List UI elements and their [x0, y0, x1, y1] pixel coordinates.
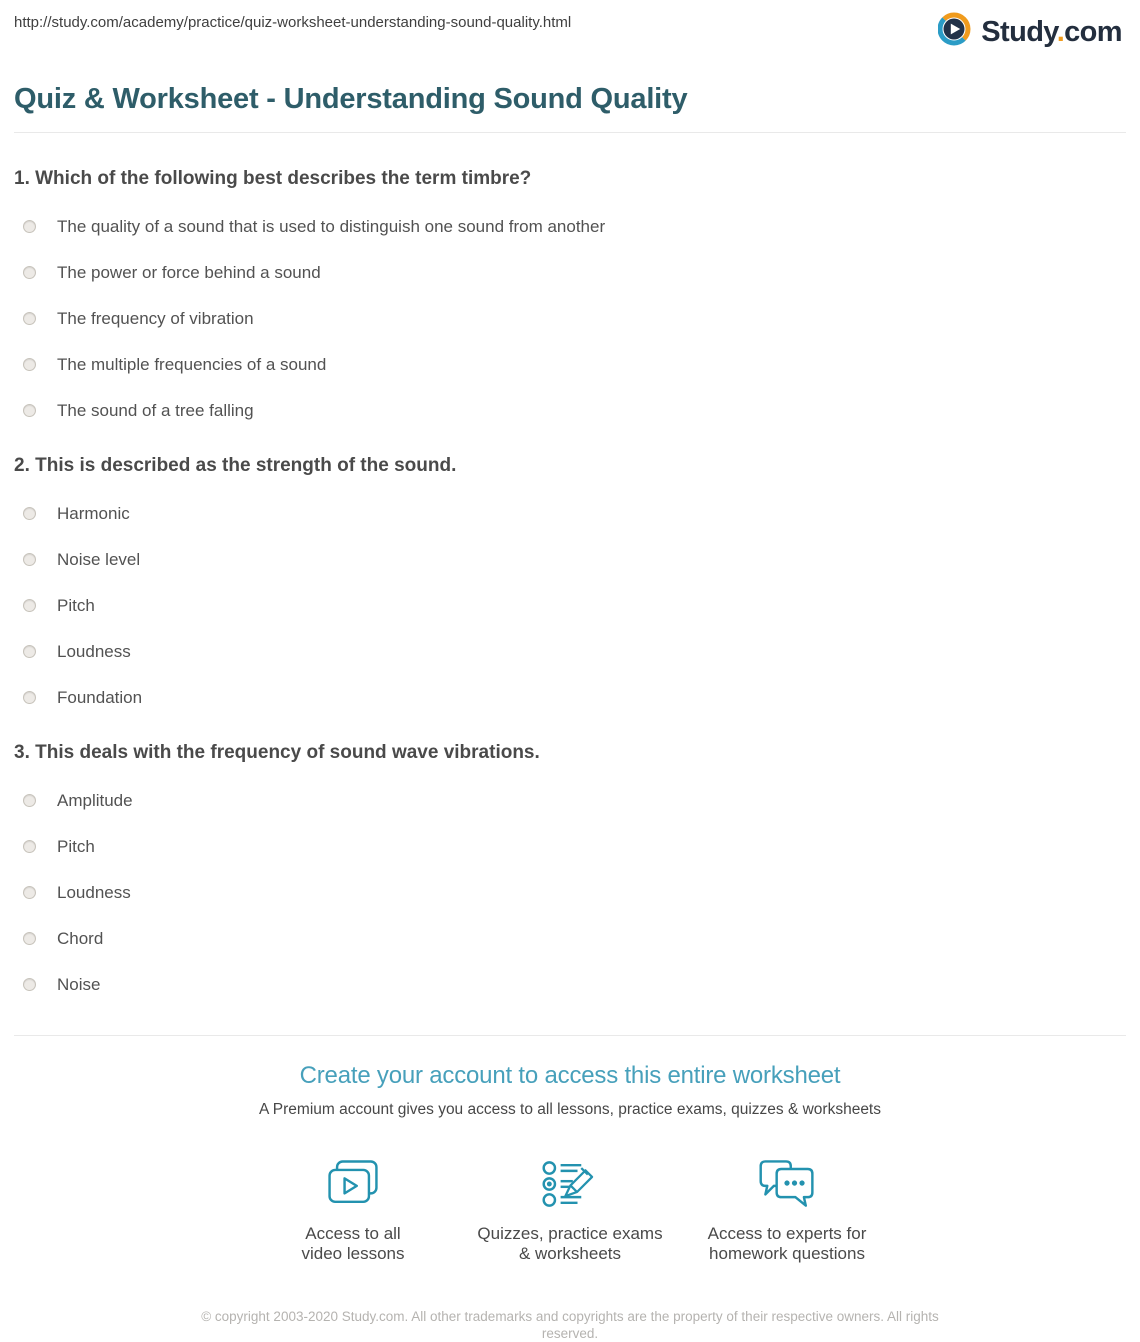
option-label: The power or force behind a sound — [57, 263, 321, 282]
quiz-worksheet-icon — [462, 1156, 679, 1212]
question-3 — [14, 742, 1126, 994]
studycom-logo-icon — [938, 11, 974, 52]
option-label: Loudness — [57, 642, 131, 661]
question-3-option-4[interactable] — [14, 929, 1126, 948]
premium-subheading: A Premium account gives you access to all lessons, practice exams, quizzes & worksheets — [259, 1101, 881, 1118]
question-2-option-4[interactable] — [14, 642, 1126, 661]
option-label: Noise — [57, 975, 101, 994]
question-1-option-1[interactable] — [14, 217, 1126, 236]
option-label: The multiple frequencies of a sound — [57, 355, 327, 374]
create-account-heading: Create your account to access this entire worksheet — [299, 1062, 841, 1089]
question-3-option-2[interactable] — [14, 837, 1126, 856]
header — [14, 0, 1126, 52]
feature-video-lessons — [245, 1156, 462, 1264]
radio-button[interactable] — [23, 691, 36, 704]
radio-button[interactable] — [23, 794, 36, 807]
feature-label: Access to all video lessons — [301, 1224, 405, 1263]
option-label: The sound of a tree falling — [57, 401, 254, 420]
question-1 — [14, 168, 1126, 420]
option-label: Chord — [57, 929, 104, 948]
question-2-text: 2. This is described as the strength of the sound. — [14, 455, 457, 476]
option-label: Loudness — [57, 883, 131, 902]
question-3-option-1[interactable] — [14, 791, 1126, 810]
option-label: Harmonic — [57, 504, 130, 523]
question-3-text: 3. This deals with the frequency of sound wave vibrations. — [14, 742, 540, 763]
radio-button[interactable] — [23, 358, 36, 371]
radio-button[interactable] — [23, 507, 36, 520]
page-title: Quiz & Worksheet - Understanding Sound Quality — [14, 83, 688, 115]
studycom-logo[interactable] — [938, 11, 1122, 52]
features-row — [14, 1156, 1126, 1264]
account-promo — [14, 1062, 1126, 1119]
option-label: Noise level — [57, 550, 141, 569]
radio-button[interactable] — [23, 220, 36, 233]
feature-label: Quizzes, practice exams & worksheets — [477, 1224, 663, 1263]
question-1-option-3[interactable] — [14, 309, 1126, 328]
question-2 — [14, 455, 1126, 707]
question-1-option-4[interactable] — [14, 355, 1126, 374]
video-lessons-icon — [245, 1156, 462, 1212]
radio-button[interactable] — [23, 645, 36, 658]
feature-label: Access to experts for homework questions — [707, 1224, 867, 1263]
option-label: The frequency of vibration — [57, 309, 254, 328]
radio-button[interactable] — [23, 404, 36, 417]
option-label: Amplitude — [57, 791, 133, 810]
option-label: Pitch — [57, 596, 95, 615]
option-label: Pitch — [57, 837, 95, 856]
question-1-option-5[interactable] — [14, 401, 1126, 420]
radio-button[interactable] — [23, 932, 36, 945]
page-url: http://study.com/academy/practice/quiz-worksheet-understanding-sound-quality.html — [14, 14, 572, 31]
title-divider — [14, 132, 1126, 133]
radio-button[interactable] — [23, 886, 36, 899]
radio-button[interactable] — [23, 266, 36, 279]
radio-button[interactable] — [23, 840, 36, 853]
question-1-option-2[interactable] — [14, 263, 1126, 282]
question-2-option-3[interactable] — [14, 596, 1126, 615]
radio-button[interactable] — [23, 978, 36, 991]
studycom-logo-text: Study.com — [981, 15, 1122, 48]
question-2-option-5[interactable] — [14, 688, 1126, 707]
question-1-text: 1. Which of the following best describes the term timbre? — [14, 168, 532, 189]
feature-expert-help — [679, 1156, 896, 1264]
copyright-text: © copyright 2003-2020 Study.com. All other trademarks and copyrights are the property of their respective owners. All rights reserved. — [201, 1309, 939, 1341]
question-2-option-1[interactable] — [14, 504, 1126, 523]
question-3-option-3[interactable] — [14, 883, 1126, 902]
question-3-option-5[interactable] — [14, 975, 1126, 994]
radio-button[interactable] — [23, 312, 36, 325]
radio-button[interactable] — [23, 599, 36, 612]
section-divider — [14, 1035, 1126, 1036]
chat-experts-icon — [679, 1156, 896, 1212]
option-label: Foundation — [57, 688, 143, 707]
feature-quizzes-worksheets — [462, 1156, 679, 1264]
question-2-option-2[interactable] — [14, 550, 1126, 569]
radio-button[interactable] — [23, 553, 36, 566]
option-label: The quality of a sound that is used to distinguish one sound from another — [57, 217, 606, 236]
